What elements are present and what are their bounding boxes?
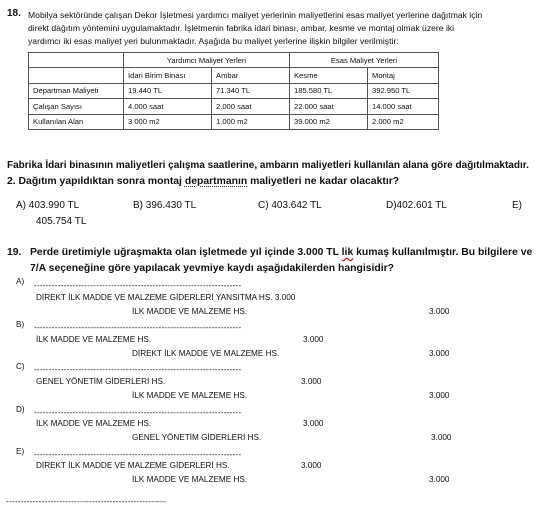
- table-empty-cell: [29, 68, 124, 83]
- col-header: Kesme: [290, 68, 368, 83]
- q18-option-b[interactable]: B) 396.430 TL: [133, 200, 197, 211]
- table-cell: 2.000 m2: [368, 114, 439, 129]
- group-header-yardimci: Yardımcı Maliyet Yerleri: [124, 53, 290, 68]
- row-label: Departman Maliyeti: [29, 83, 124, 98]
- table-row: [29, 114, 439, 129]
- table-cell: 3 000 m2: [124, 114, 212, 129]
- row-label: Kullanılan Alan: [29, 114, 124, 129]
- table-cell: 4.000 saat: [124, 99, 212, 114]
- table-cell: 14.000 saat: [368, 99, 439, 114]
- q19-option-e-dashes: ----------------------------------------------------------------------: [34, 450, 242, 459]
- q19-option-b-credit: DİREKT İLK MADDE VE MALZEME HS.: [132, 349, 280, 358]
- q18-option-a[interactable]: A) 403.990 TL: [16, 200, 80, 211]
- q19-option-d-dashes: ----------------------------------------------------------------------: [34, 408, 242, 417]
- q18-text-line3: yardımcı iki esas maliyet yeri bulunmaktadır. Aşağıda bu maliyet yerlerine ilişkin bilgiler verilmiştir:: [28, 36, 399, 46]
- table-cell: 392.950 TL: [368, 83, 439, 98]
- q19-option-a-debit: DİREKT İLK MADDE VE MALZEME GİDERLERİ YANSITMA HS. 3.000: [36, 293, 296, 302]
- table-cell: 1.000 m2: [212, 114, 290, 129]
- q18-text-line1: Mobilya sektöründe çalışan Dekor İşletmesi yardımcı maliyet yerlerinin maliyetlerini esas maliyet yerlerine dağıtmak için: [28, 10, 483, 20]
- table-row: [29, 99, 439, 114]
- table-corner-cell: [29, 53, 124, 68]
- q19-option-d-letter[interactable]: D): [16, 405, 25, 414]
- q19-option-c-letter[interactable]: C): [16, 362, 25, 371]
- q19-option-b-credit-amount: 3.000: [429, 349, 450, 358]
- table-cell: 19.440 TL: [124, 83, 212, 98]
- q18-number: 18.: [7, 8, 21, 19]
- q18-option-c[interactable]: C) 403.642 TL: [258, 200, 322, 211]
- col-header: Montaj: [368, 68, 439, 83]
- instr2-part1: 2. Dağıtım yapıldıktan sonra montaj: [7, 176, 185, 187]
- bottom-dashes: ------------------------------------------------------: [6, 497, 167, 506]
- table-column-header-row: [29, 68, 439, 83]
- q19-text-line2: 7/A seçeneğine göre yapılacak yevmiye kaydı aşağıdakilerden hangisidir?: [30, 263, 395, 274]
- col-header: Ambar: [212, 68, 290, 83]
- q19-option-c-debit: GENEL YÖNETİM GİDERLERİ HS.: [36, 377, 166, 386]
- table-row: [29, 83, 439, 98]
- q18-option-d[interactable]: D)402.601 TL: [386, 200, 447, 211]
- q19-line1-part1: Perde üretimiyle uğraşmakta olan işletmede yıl içinde 3.000 TL: [30, 247, 342, 258]
- q19-option-d-debit-amount: 3.000: [303, 419, 324, 428]
- q19-option-c-dashes: ----------------------------------------------------------------------: [34, 365, 242, 374]
- table-group-header-row: [29, 53, 439, 68]
- q19-text-line1: [30, 247, 532, 258]
- q19-number: 19.: [7, 247, 22, 258]
- q19-option-e-letter[interactable]: E): [16, 447, 25, 456]
- q19-option-b-debit-amount: 3.000: [303, 335, 324, 344]
- col-header: İdari Birim Binası: [124, 68, 212, 83]
- q19-option-a-credit-amount: 3.000: [429, 307, 450, 316]
- group-header-esas: Esas Maliyet Yerleri: [290, 53, 439, 68]
- q19-option-c-credit-amount: 3.000: [429, 391, 450, 400]
- table-cell: 39.000 m2: [290, 114, 368, 129]
- q19-option-d-credit: GENEL YÖNETİM GİDERLERİ HS.: [132, 433, 262, 442]
- q18-option-e[interactable]: E): [512, 200, 522, 211]
- q18-option-a-alt: 405.754 TL: [36, 216, 87, 227]
- q19-line1-wavy-word: lik: [341, 247, 354, 258]
- q19-option-e-credit: İLK MADDE VE MALZEME HS.: [132, 475, 248, 484]
- q19-option-e-debit-amount: 3.000: [301, 461, 322, 470]
- instr2-part3: maliyetleri ne kadar olacaktır?: [247, 176, 400, 187]
- table-cell: 185.580 TL: [290, 83, 368, 98]
- q19-option-b-letter[interactable]: B): [16, 320, 25, 329]
- row-label: Çalışan Sayısı: [29, 99, 124, 114]
- q19-option-d-debit: İLK MADDE VE MALZEME HS.: [36, 419, 152, 428]
- q18-text-line2: direkt dağıtım yöntemini uygulamaktadır. İşletmenin fabrika idari binası, ambar, kesme ve montaj olmak üzere iki: [28, 23, 455, 33]
- q19-option-d-credit-amount: 3.000: [431, 433, 452, 442]
- q19-option-b-debit: İLK MADDE VE MALZEME HS.: [36, 335, 152, 344]
- table-cell: 71.340 TL: [212, 83, 290, 98]
- cost-table: [28, 52, 439, 130]
- instr2-underlined-word: departmanın: [184, 176, 248, 187]
- q19-option-e-debit: DİREKT İLK MADDE VE MALZEME GİDERLERİ HS.: [36, 461, 230, 470]
- q19-option-a-dashes: ----------------------------------------------------------------------: [34, 281, 242, 290]
- q18-instruction-line1: Fabrika İdari binasının maliyetleri çalışma saatlerine, ambarın maliyetleri kullanılan alana göre dağıtılmaktadır.: [7, 160, 529, 171]
- q19-option-a-letter[interactable]: A): [16, 277, 25, 286]
- q19-option-a-credit: İLK MADDE VE MALZEME HS.: [132, 307, 248, 316]
- q19-option-e-credit-amount: 3.000: [429, 475, 450, 484]
- q19-option-c-credit: İLK MADDE VE MALZEME HS.: [132, 391, 248, 400]
- q19-option-c-debit-amount: 3.000: [301, 377, 322, 386]
- q18-instruction-line2: [7, 176, 399, 187]
- q19-option-b-dashes: ----------------------------------------------------------------------: [34, 323, 242, 332]
- table-cell: 2.000 saat: [212, 99, 290, 114]
- table-cell: 22.000 saat: [290, 99, 368, 114]
- q19-line1-part3: kumaş kullanılmıştır. Bu bilgilere ve: [353, 247, 533, 258]
